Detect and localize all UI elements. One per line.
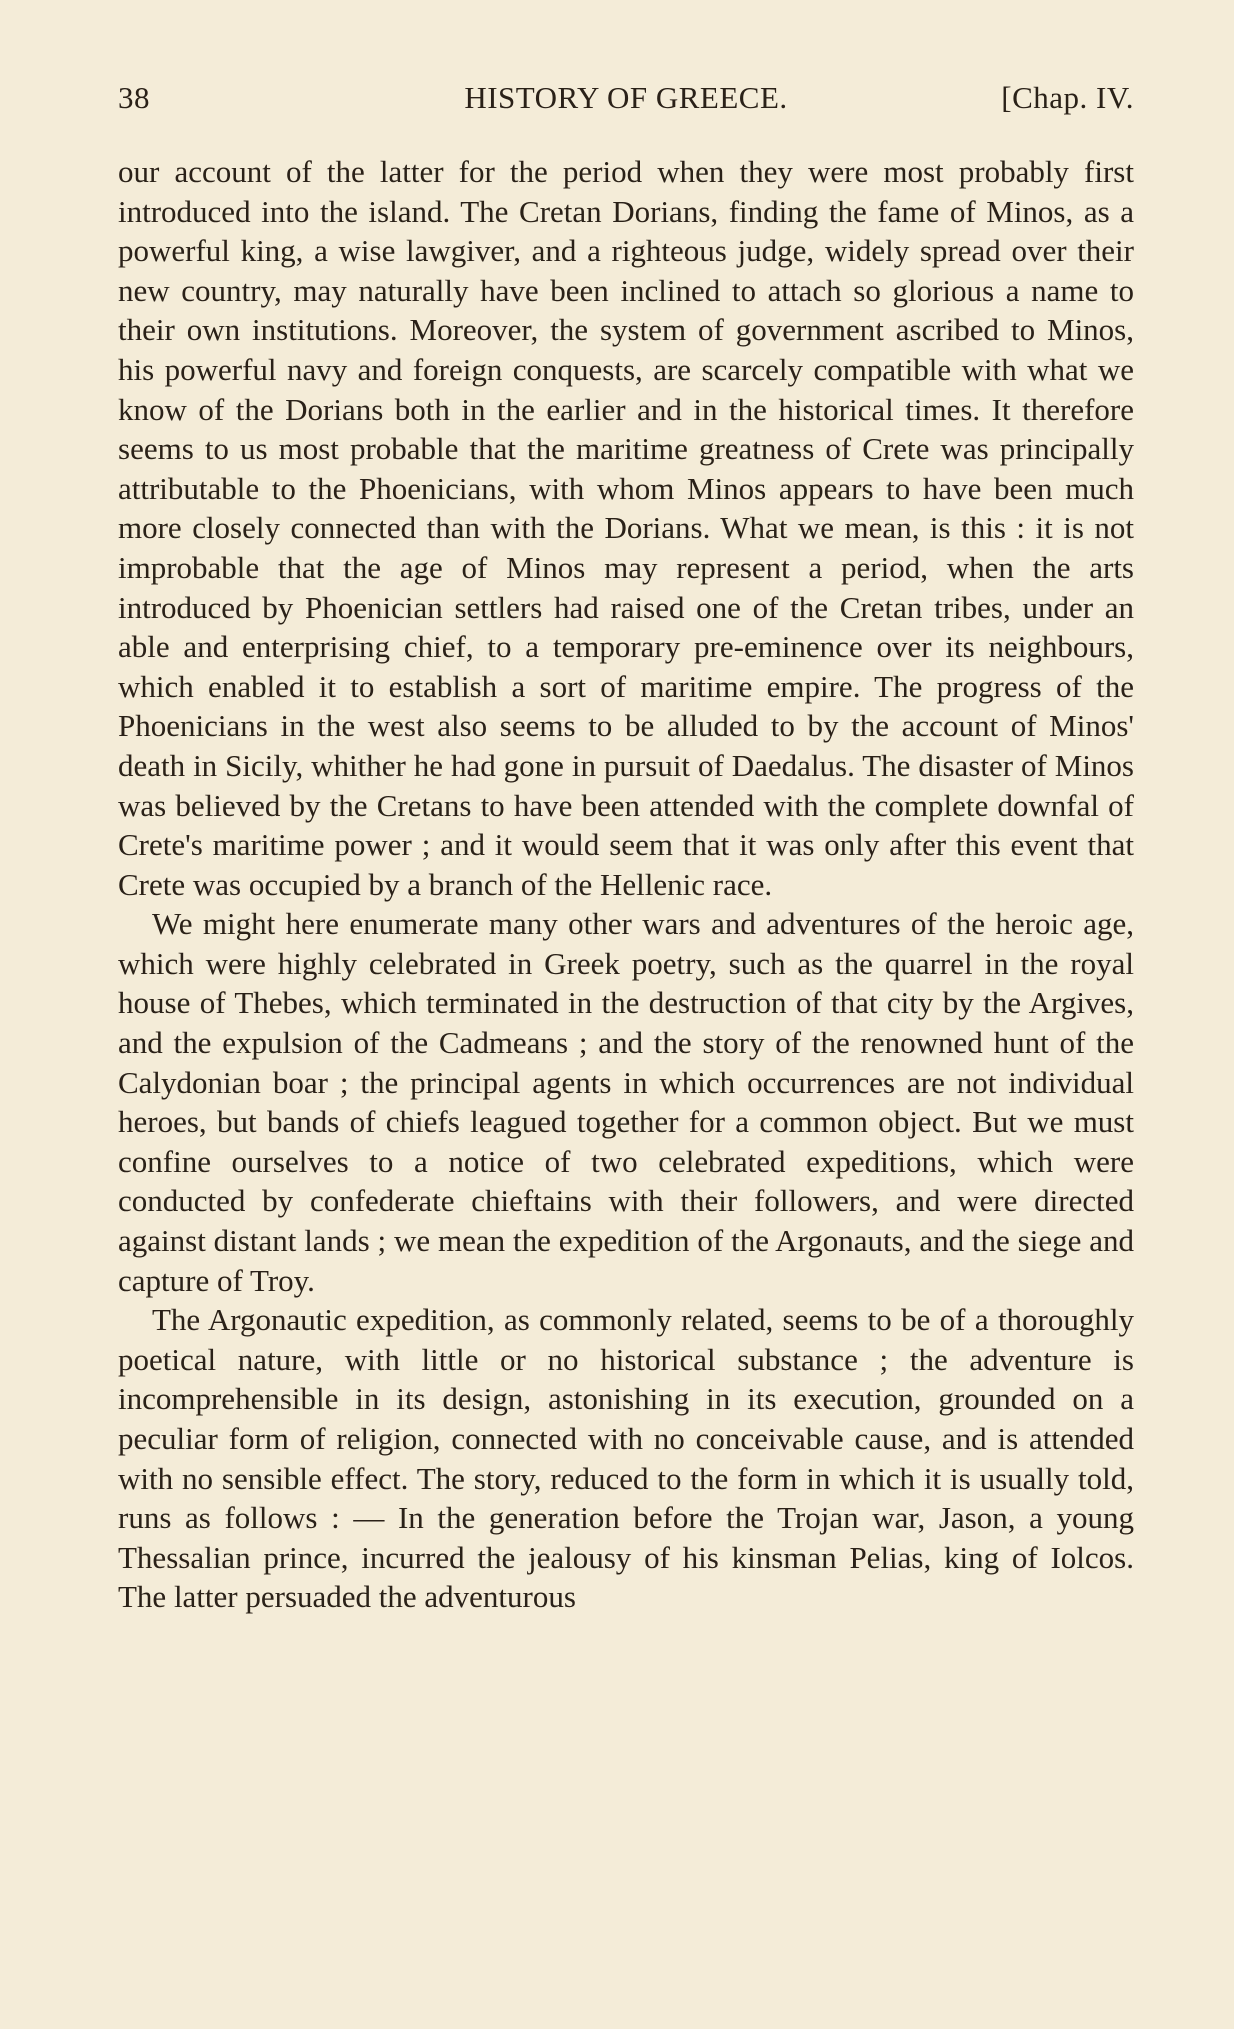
paragraph-3: The Argonautic expedition, as commonly related, seems to be of a thoroughly poetical nature, with little or no historical substance ; the adventure is incomprehensible in its design, astonishing in its execution, grounded on a peculiar form of religion, connected with no conceivable cause, and is attended with no sensible effect. The story, reduced to the form in which it is usually told, runs as follows : — In the generation before the Trojan war, Jason, a young Thessalian prince, incurred the jealousy of his kinsman Pelias, king of Iolcos. The latter persuaded the adventurous [118,1302,1134,1615]
page-number: 38 [118,80,150,115]
running-header [118,80,1134,126]
running-title: HISTORY OF GREECE. [464,80,788,115]
body-text [118,152,1134,1617]
paragraph-2: We might here enumerate many other wars and adventures of the heroic age, which were highly celebrated in Greek poetry, such as the quarrel in the royal house of Thebes, which terminated in the destruction of that city by the Argives, and the expulsion of the Cadmeans ; and the story of the renowned hunt of the Calydonian boar ; the principal agents in which occurrences are not individual heroes, but bands of chiefs leagued together for a common object. But we must confine ourselves to a notice of two celebrated expeditions, which were conducted by confederate chieftains with their followers, and were directed against distant lands ; we mean the expedition of the Argonauts, and the siege and capture of Troy. [118,906,1134,1298]
chapter-label: [Chap. IV. [1001,80,1134,115]
paragraph-1: our account of the latter for the period when they were most probably first introduced into the island. The Cretan Dorians, finding the fame of Minos, as a powerful king, a wise lawgiver, and a righteous judge, widely spread over their new country, may naturally have been inclined to attach so glorious a name to their own institutions. Moreover, the system of government ascribed to Minos, his powerful navy and foreign conquests, are scarcely compatible with what we know of the Dorians both in the earlier and in the historical times. It therefore seems to us most probable that the maritime greatness of Crete was principally attributable to the Phoenicians, with whom Minos appears to have been much more closely connected than with the Dorians. What we mean, is this : it is not improbable that the age of Minos may represent a period, when the arts introduced by Phoenician settlers had raised one of the Cretan tribes, under an able and enterprising chief, to a temporary pre-eminence over its neighbours, which enabled it to establish a sort of maritime empire. The progress of the Phoenicians in the west also seems to be alluded to by the account of Minos' death in Sicily, whither he had gone in pursuit of Daedalus. The disaster of Minos was believed by the Cretans to have been attended with the complete downfal of Crete's maritime power ; and it would seem that it was only after this event that Crete was occupied by a branch of the Hellenic race. [118,154,1134,902]
book-page [118,80,1134,1617]
